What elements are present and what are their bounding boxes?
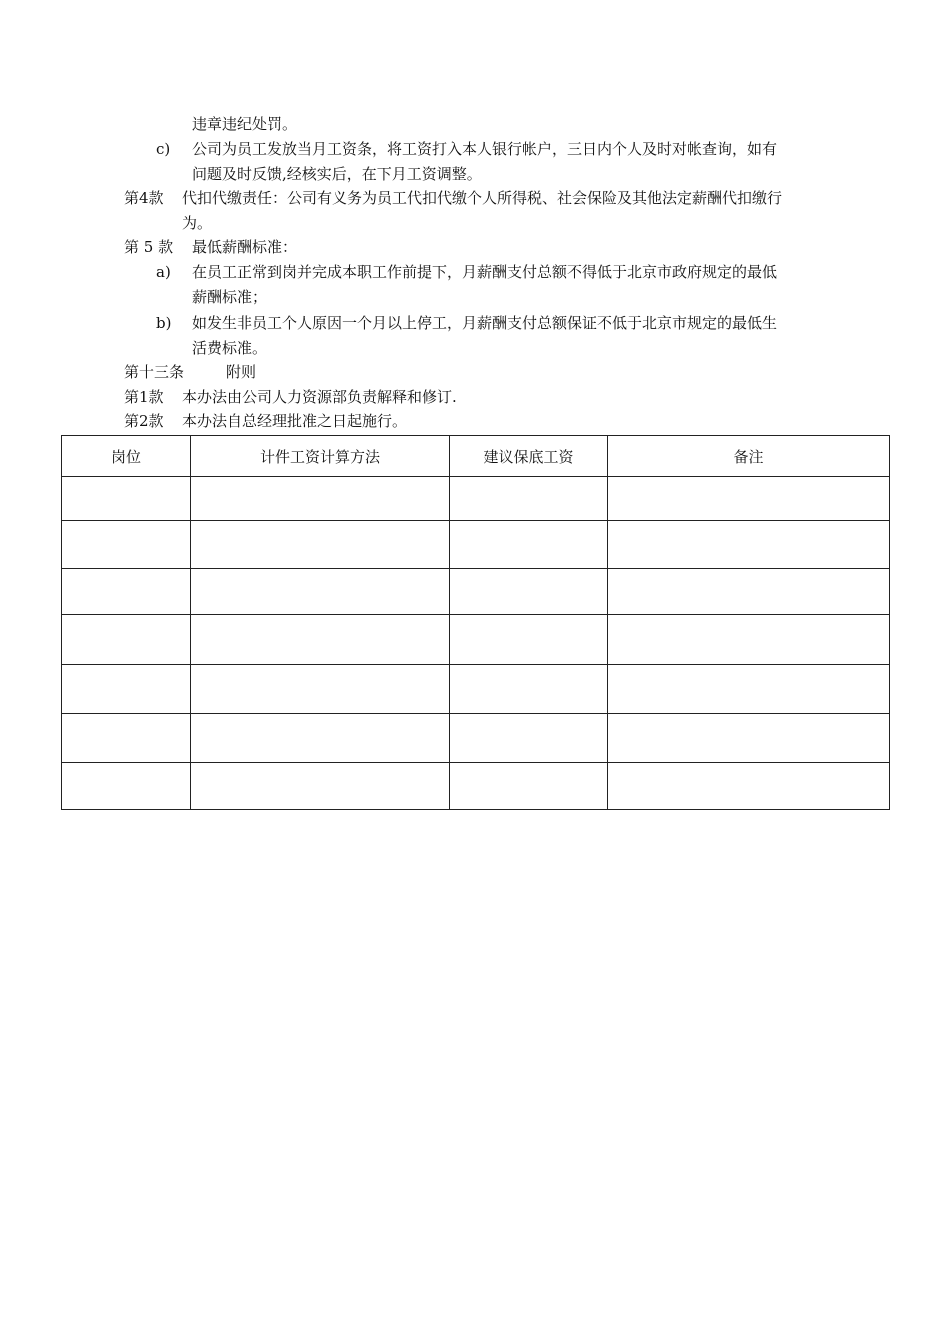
wage-table [61,435,890,810]
clause-text: 本办法由公司人力资源部负责解释和修订. [182,388,457,406]
table-cell[interactable] [450,477,608,521]
table-cell[interactable] [62,521,191,569]
table-cell[interactable] [191,569,450,615]
article-number: 第十三条 [124,363,185,381]
list-marker: c) [156,140,171,158]
list-marker: a) [156,263,171,281]
table-row [62,615,890,665]
table-cell[interactable] [62,477,191,521]
clause-text: 公司为员工发放当月工资条，将工资打入本人银行帐户，三日内个人及时对帐查询，如有 [192,140,778,158]
clause-number: 第 5 款 [124,238,174,256]
header-remarks: 备注 [608,436,890,477]
table-row [62,569,890,615]
table-cell[interactable] [608,615,890,665]
clause-number: 第4款 [124,189,164,207]
header-piece-wage-method: 计件工资计算方法 [191,436,450,477]
table-cell[interactable] [191,665,450,714]
table-cell[interactable] [608,569,890,615]
table-cell[interactable] [62,714,191,763]
clause-text: 薪酬标准； [192,288,268,306]
table-row [62,763,890,810]
table-cell[interactable] [62,615,191,665]
table-cell[interactable] [608,477,890,521]
table-cell[interactable] [62,763,191,810]
header-position: 岗位 [62,436,191,477]
clause-text: 代扣代缴责任：公司有义务为员工代扣代缴个人所得税、社会保险及其他法定薪酬代扣缴行 [182,189,783,207]
clause-text: 本办法自总经理批准之日起施行。 [182,412,408,430]
article-title: 附则 [226,363,257,381]
table-header-row [62,436,890,477]
clause-line [192,113,297,135]
table-cell[interactable] [191,615,450,665]
table-cell[interactable] [191,477,450,521]
table-cell[interactable] [450,521,608,569]
clause-text: 最低薪酬标准： [192,238,298,256]
clause-number: 第2款 [124,412,164,430]
header-base-wage: 建议保底工资 [450,436,608,477]
table-cell[interactable] [450,763,608,810]
clause-text: 问题及时反馈,经核实后，在下月工资调整。 [192,165,482,183]
table-cell[interactable] [608,714,890,763]
table-cell[interactable] [450,615,608,665]
table-row [62,665,890,714]
table-cell[interactable] [608,763,890,810]
table-cell[interactable] [450,665,608,714]
table-row [62,714,890,763]
table-cell[interactable] [608,665,890,714]
clause-text: 如发生非员工个人原因一个月以上停工，月薪酬支付总额保证不低于北京市规定的最低生 [192,314,778,332]
clause-number: 第1款 [124,388,164,406]
list-marker: b) [156,314,172,332]
table-cell[interactable] [191,521,450,569]
table-cell[interactable] [191,714,450,763]
clause-text: 活费标准。 [192,339,268,357]
clause-text: 为。 [182,214,213,232]
table-cell[interactable] [62,665,191,714]
table-cell[interactable] [450,714,608,763]
table-cell[interactable] [191,763,450,810]
clause-text: 违章违纪处罚。 [192,115,298,133]
table-cell[interactable] [608,521,890,569]
table-row [62,521,890,569]
table-row [62,477,890,521]
table-cell[interactable] [450,569,608,615]
table-cell[interactable] [62,569,191,615]
clause-text: 在员工正常到岗并完成本职工作前提下，月薪酬支付总额不得低于北京市政府规定的最低 [192,263,778,281]
